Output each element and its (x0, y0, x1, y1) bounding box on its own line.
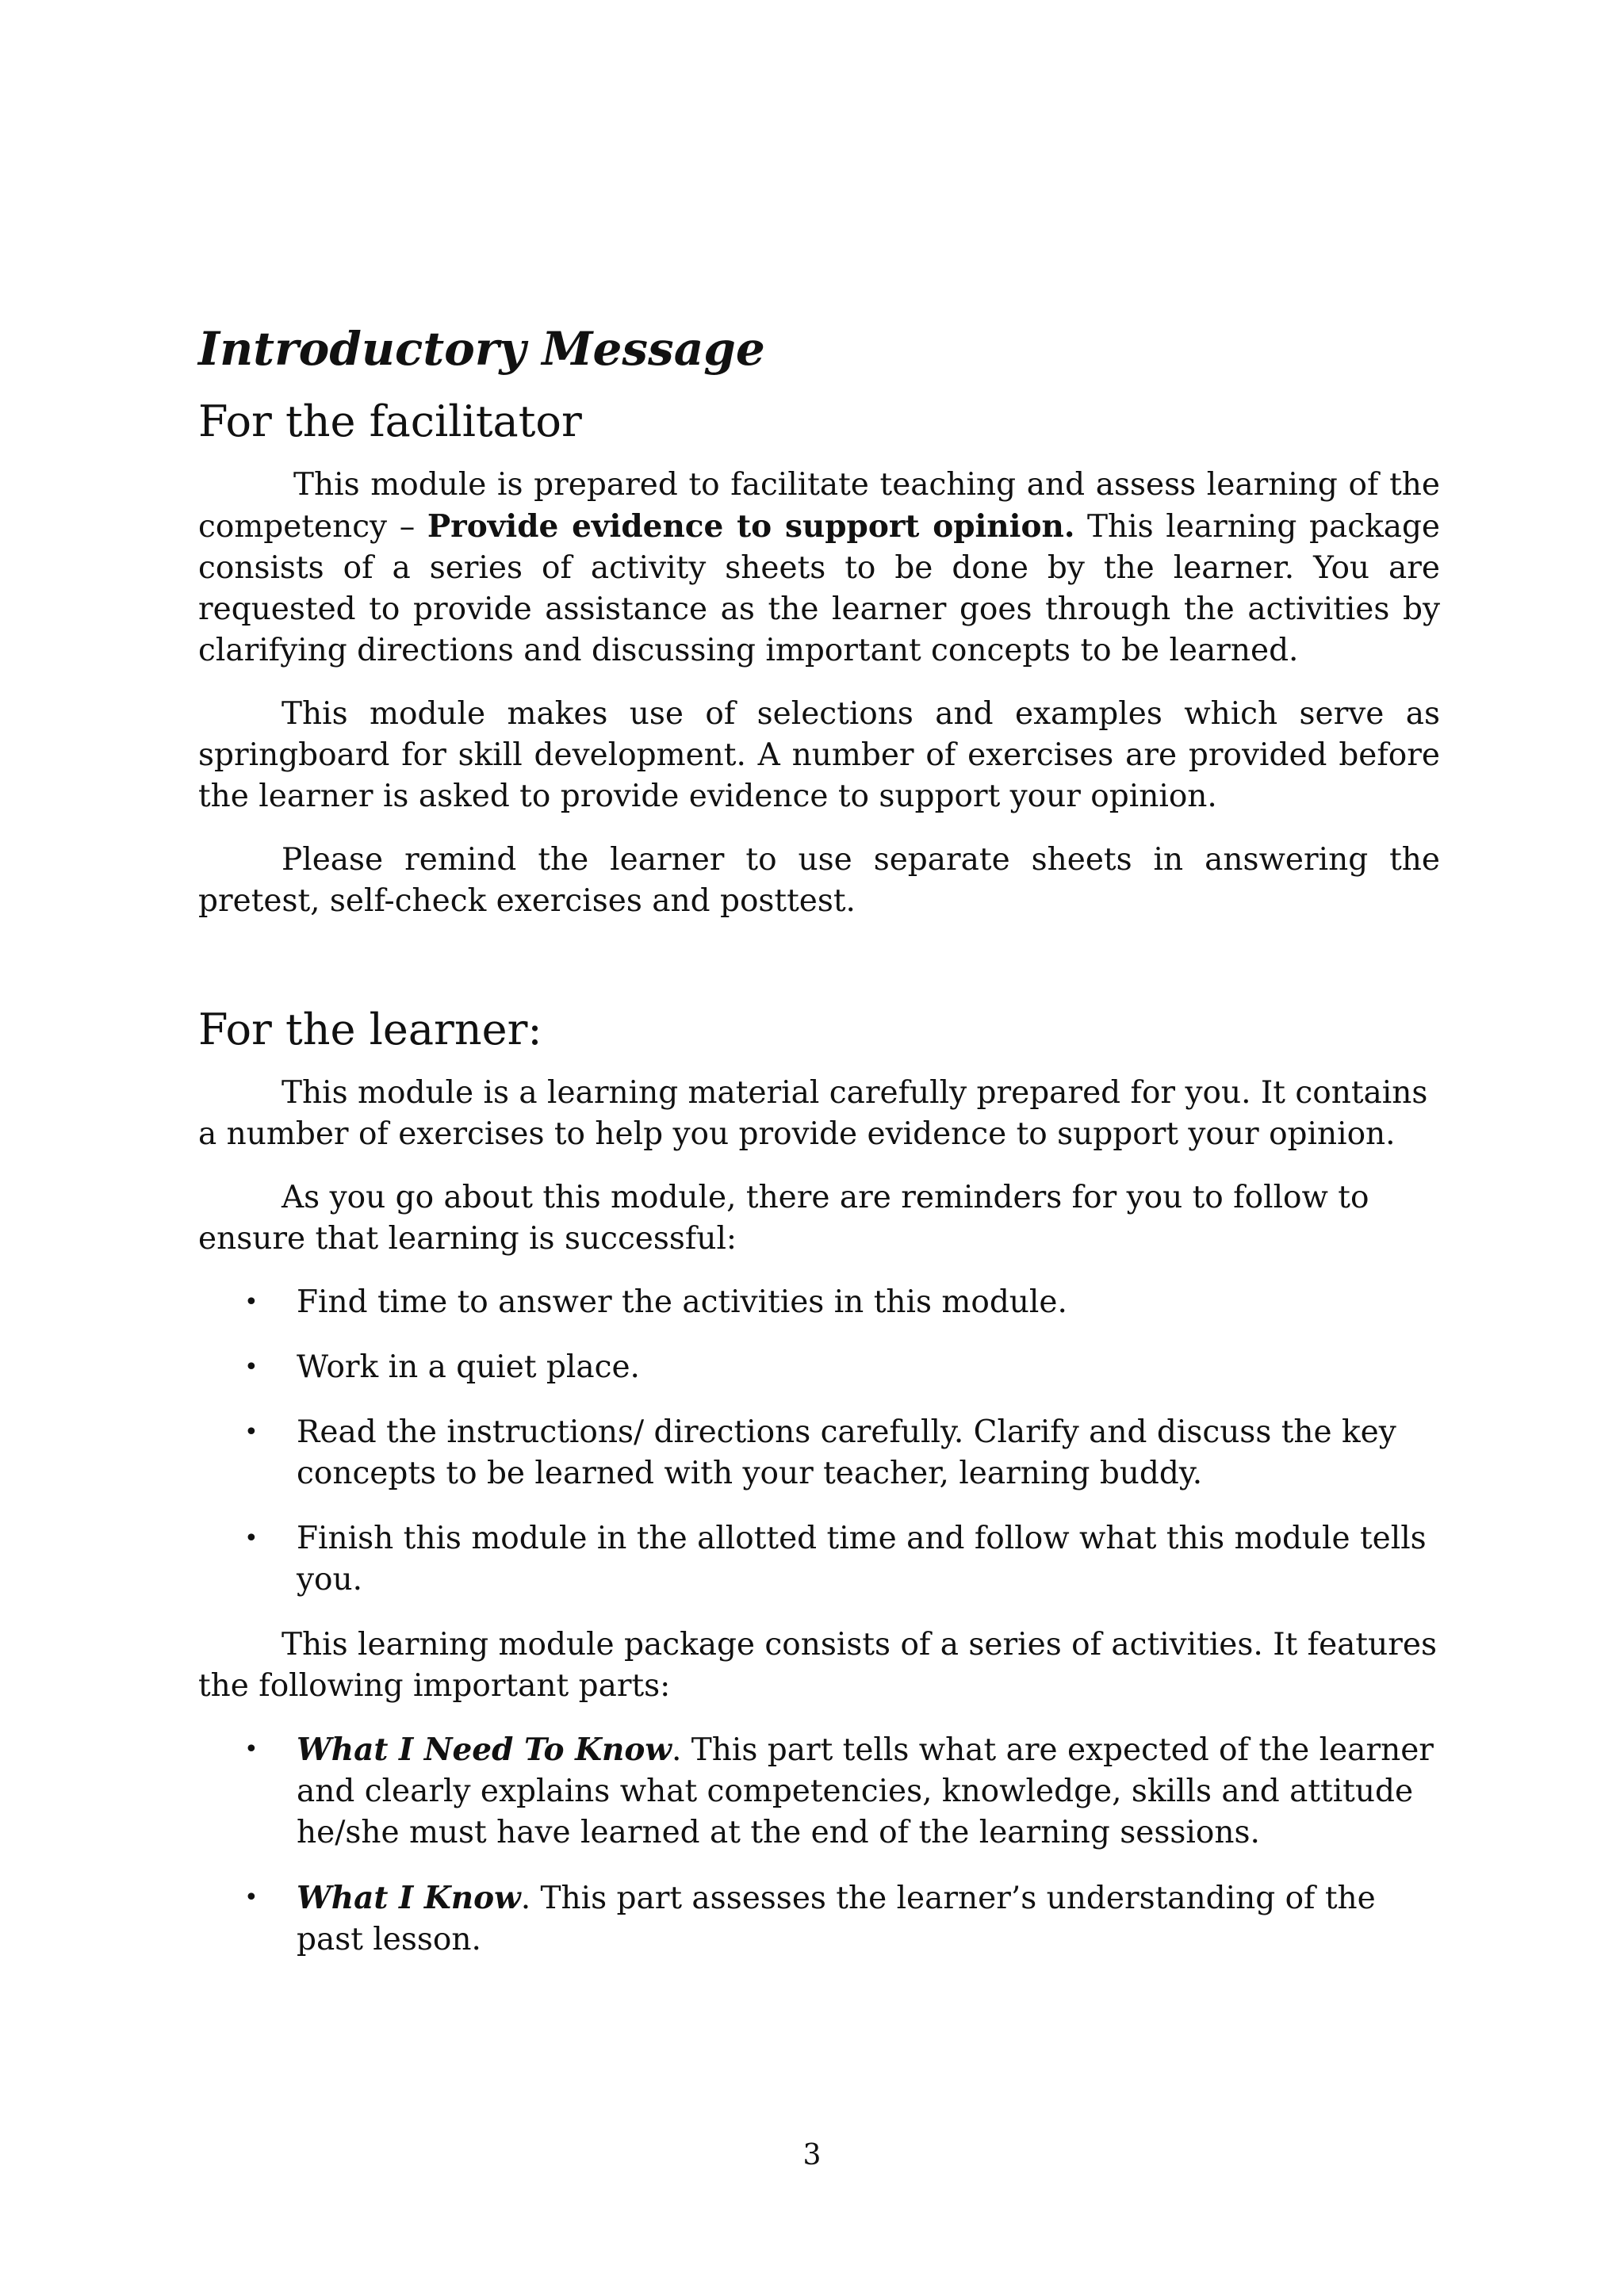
bullet-icon: • (244, 1884, 259, 1911)
facilitator-paragraph-1 (198, 465, 1440, 672)
facilitator-paragraph-2: This module makes use of selections and examples which serve as springboard for skill development. A number of exercises are provided before the learner is asked to provide evidence to support your opinion. (198, 696, 1440, 814)
bullet-icon: • (244, 1353, 259, 1381)
bullet-icon: • (244, 1735, 259, 1763)
bullet-icon: • (244, 1418, 259, 1446)
reminder-text: Finish this module in the allotted time and follow what this module tells you. (297, 1521, 1427, 1598)
competency-bold: Provide evidence to support opinion. (427, 508, 1075, 545)
page-number: 3 (802, 2139, 822, 2172)
part-description: . This part assesses the learner’s understanding of the past lesson. (297, 1881, 1376, 1957)
part-name: What I Need To Know (297, 1732, 672, 1768)
learner-heading: For the learner: (198, 1004, 542, 1054)
part-name: What I Know (297, 1880, 521, 1916)
facilitator-heading: For the facilitator (198, 396, 582, 446)
list-item (198, 1518, 1440, 1601)
part-description: . This part tells what are expected of the learner and clearly explains what competencies, knowledge, skills and attitude he/she must have learned at the end of the learning sessions. (297, 1732, 1434, 1850)
list-item (198, 1282, 1440, 1323)
learner-paragraph-1: This module is a learning material carefully prepared for you. It contains a number of exercises to help you provide evidence to support your opinion. (198, 1075, 1428, 1152)
list-item (198, 1347, 1440, 1388)
document-page (198, 317, 1440, 1984)
bullet-icon: • (244, 1288, 259, 1316)
page-title: Introductory Message (198, 322, 765, 376)
list-item (198, 1729, 1440, 1854)
learner-paragraph-2: As you go about this module, there are reminders for you to follow to ensure that learning is successful: (198, 1180, 1369, 1257)
bullet-icon: • (244, 1525, 259, 1552)
facilitator-p1-text: This module is prepared to facilitate teaching and assess learning of the competency – (198, 467, 1440, 545)
list-item (198, 1412, 1440, 1494)
reminder-text: Work in a quiet place. (297, 1349, 640, 1385)
list-item (198, 1877, 1440, 1961)
reminders-list (198, 1282, 1440, 1601)
learner-paragraph-3: This learning module package consists of a series of activities. It features the following important parts: (198, 1627, 1437, 1704)
reminder-text: Read the instructions/ directions carefully. Clarify and discuss the key concepts to be learned with your teacher, learning buddy. (297, 1414, 1396, 1491)
facilitator-paragraph-3: Please remind the learner to use separate sheets in answering the pretest, self-check exercises and posttest. (198, 842, 1440, 919)
parts-list (198, 1729, 1440, 1961)
facilitator-p1-rest: This learning package consists of a series of activity sheets to be done by the learner. You are requested to provide assistance as the learner goes through the activities by clarifying directions and discussing important concepts to be learned. (198, 509, 1440, 668)
reminder-text: Find time to answer the activities in this module. (297, 1284, 1067, 1320)
